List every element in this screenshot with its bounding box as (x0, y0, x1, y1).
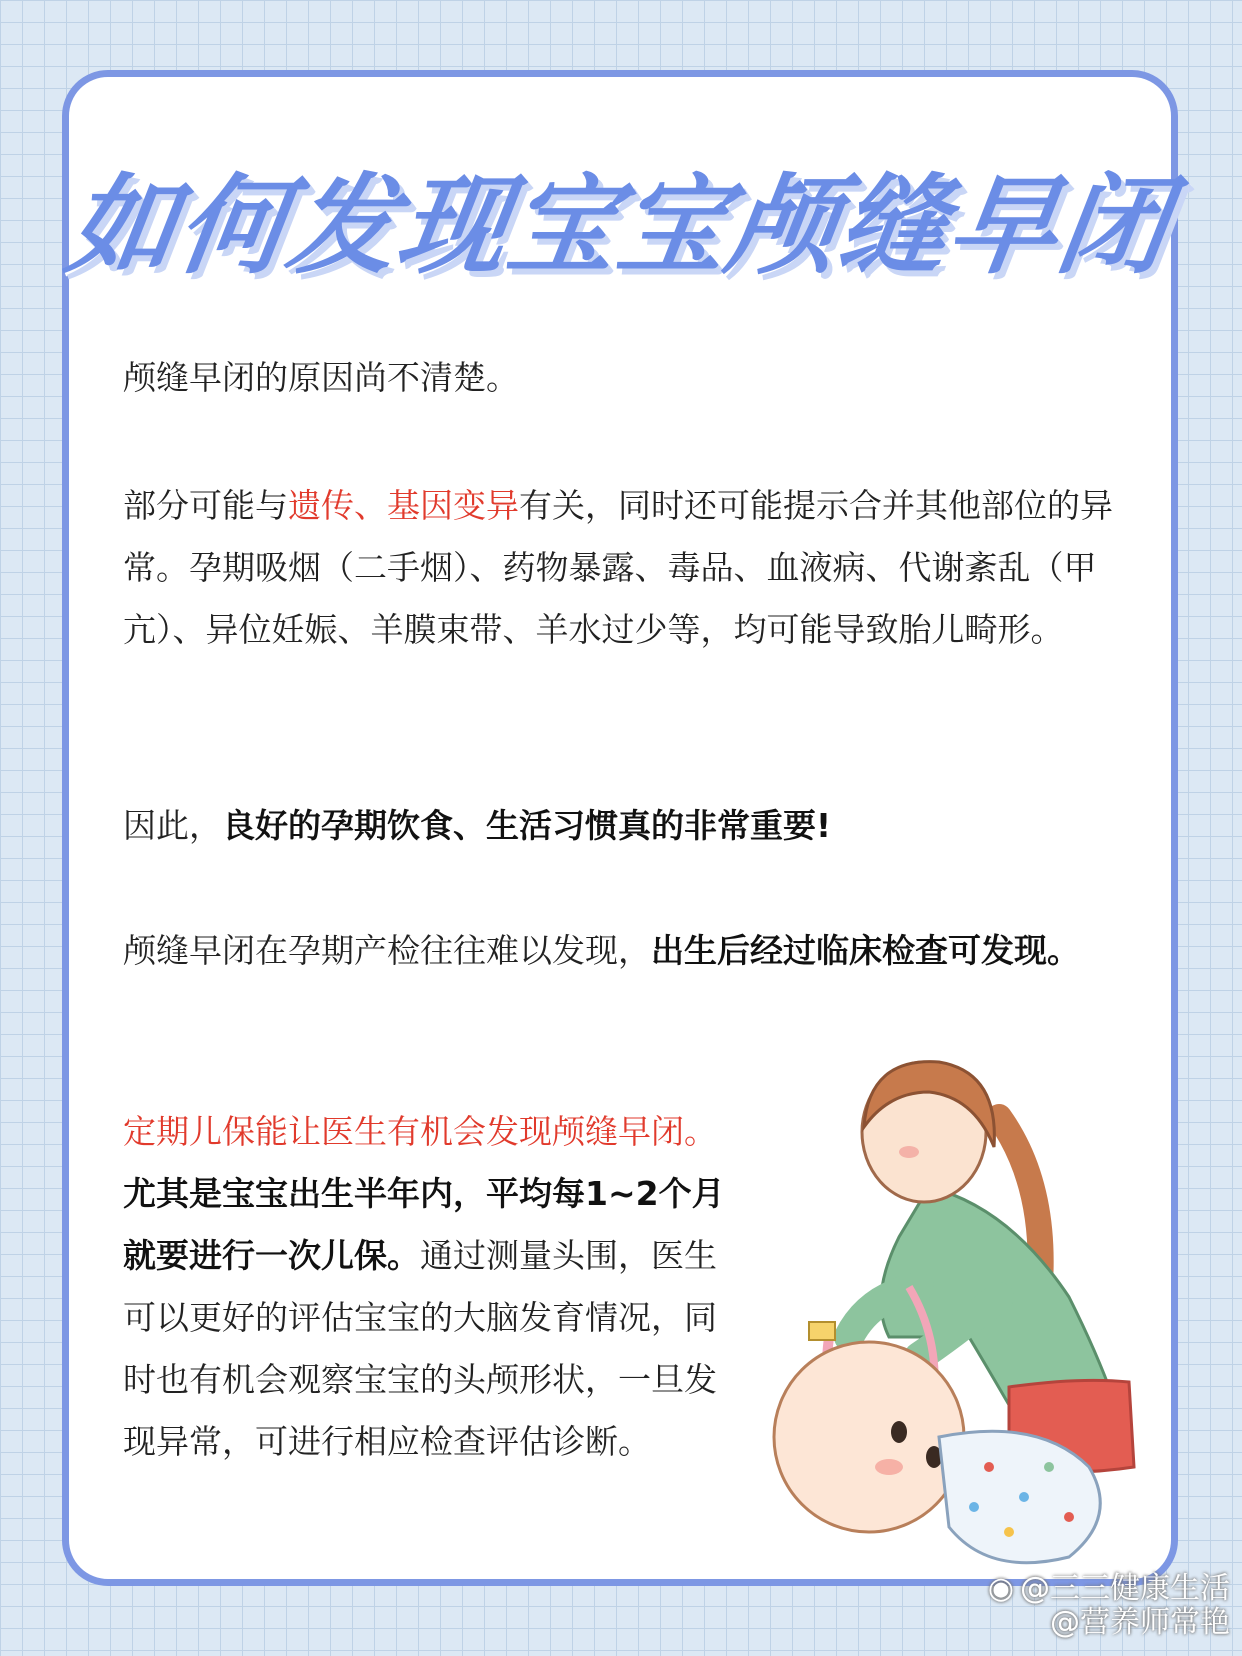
mother-measuring-baby-head-illustration (749, 1037, 1169, 1597)
watermark (988, 1572, 1230, 1640)
watermark-line1: @三三健康生活 (1020, 1571, 1230, 1606)
paragraph-checkups (123, 1101, 741, 1473)
weibo-icon: ◉ (987, 1571, 1014, 1606)
paragraph-text: 颅缝早闭在孕期产检往往难以发现， (123, 931, 651, 970)
paragraph-text: 因此， (123, 806, 222, 845)
watermark-line2: @营养师常艳 (1050, 1605, 1230, 1640)
paragraph-text: 通过测量头围，医生可以更好的评估宝宝的大脑发育情况，同时也有机会观察宝宝的头颅形状，一旦发现异常，可进行相应检查评估诊断。 (123, 1236, 717, 1461)
bold-clinical-check: 出生后经过临床检查可发现。 (651, 931, 1080, 970)
paragraph-importance (123, 795, 1123, 857)
page-title: 如何发现宝宝颅缝早闭 (59, 164, 1178, 289)
paragraph-detection (123, 920, 1123, 982)
paragraph-text: 部分可能与 (123, 486, 288, 525)
bold-frequency: 尤其是宝宝出生半年内，平均每1~2个月就要进行一次儿保。 (123, 1174, 725, 1275)
paragraph-causes (123, 475, 1123, 661)
highlight-genetic: 遗传、基因变异 (288, 486, 519, 525)
paragraph-cause-unknown (123, 347, 1123, 409)
highlight-checkups: 定期儿保能让医生有机会发现颅缝早闭。 (123, 1112, 717, 1151)
content-card (59, 70, 1178, 1586)
paragraph-text: 颅缝早闭的原因尚不清楚。 (123, 358, 519, 397)
paragraph-text: 有关，同时还可能提示合并其他部位的异常。孕期吸烟（二手烟）、药物暴露、毒品、血液病、代谢紊乱（甲亢）、异位妊娠、羊膜束带、羊水过少等，均可能导致胎儿畸形。 (123, 486, 1113, 649)
bold-habits: 良好的孕期饮食、生活习惯真的非常重要! (222, 806, 832, 845)
